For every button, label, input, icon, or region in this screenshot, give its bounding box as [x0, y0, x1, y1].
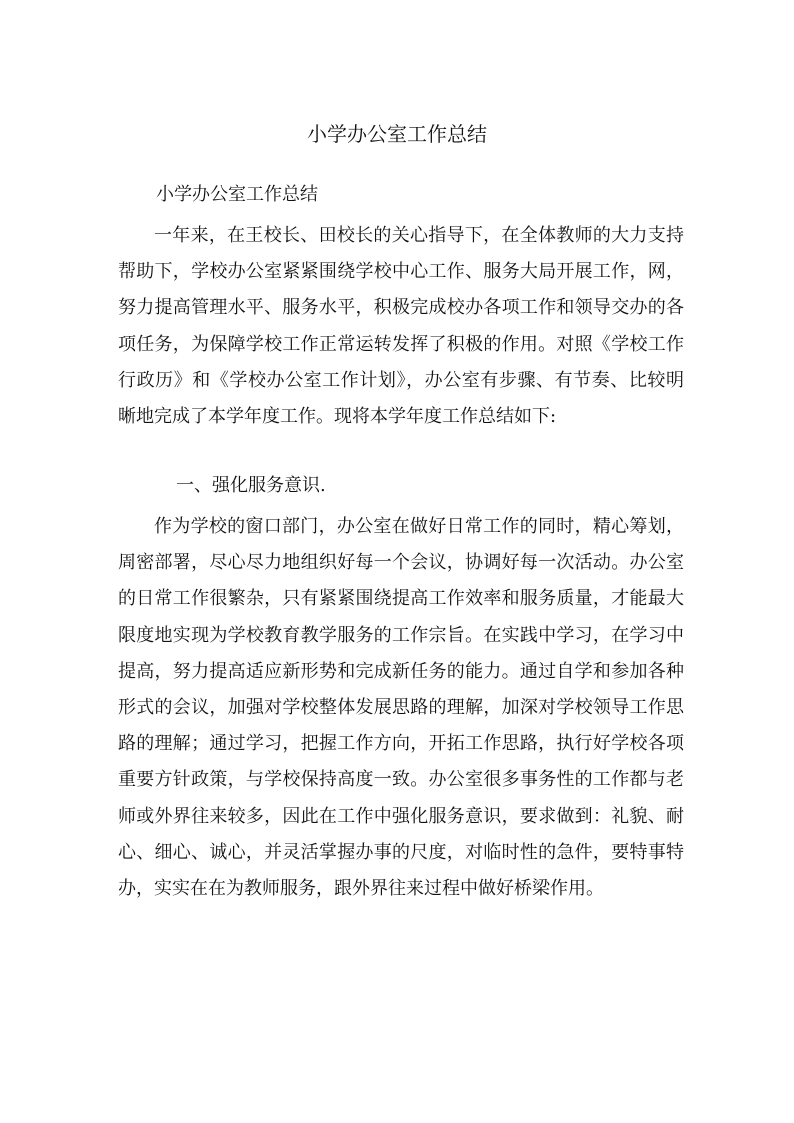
paragraph-service: 作为学校的窗口部门，办公室在做好日常工作的同时，精心筹划，周密部署，尽心尽力地组织好每一个会议，协调好每一次活动。办公室的日常工作很繁杂，只有紧紧围绕提高工作效率和服务质量，才能最大限度地实现为学校教育教学服务的工作宗旨。在实践中学习，在学习中提高，努力提高适应新形势和完成新任务的能力。通过自学和参加各种形式的会议，加强对学校整体发展思路的理解，加深对学校领导工作思路的理解；通过学习，把握工作方向，开拓工作思路，执行好学校各项重要方针政策，与学校保持高度一致。办公室很多事务性的工作都与老师或外界往来较多，因此在工作中强化服务意识，要求做到：礼貌、耐心、细心、诚心，并灵活掌握办事的尺度，对临时性的急件，要特事特办，实实在在为教师服务，跟外界往来过程中做好桥梁作用。 [118, 516, 684, 900]
section-heading-1: 一、强化服务意识. [176, 475, 326, 496]
paragraph-intro: 一年来，在王校长、田校长的关心指导下，在全体教师的大力支持帮助下，学校办公室紧紧围绕学校中心工作、服务大局开展工作，网，努力提高管理水平、服务水平，积极完成校办各项工作和领导交办的各项任务，为保障学校工作正常运转发挥了积极的作用。对照《学校工作行政历》和《学校办公室工作计划》，办公室有步骤、有节奏、比较明晰地完成了本学年度工作。现将本学年度工作总结如下: [118, 225, 684, 428]
document-subtitle: 小学办公室工作总结 [156, 184, 318, 205]
document-title: 小学办公室工作总结 [307, 122, 487, 146]
